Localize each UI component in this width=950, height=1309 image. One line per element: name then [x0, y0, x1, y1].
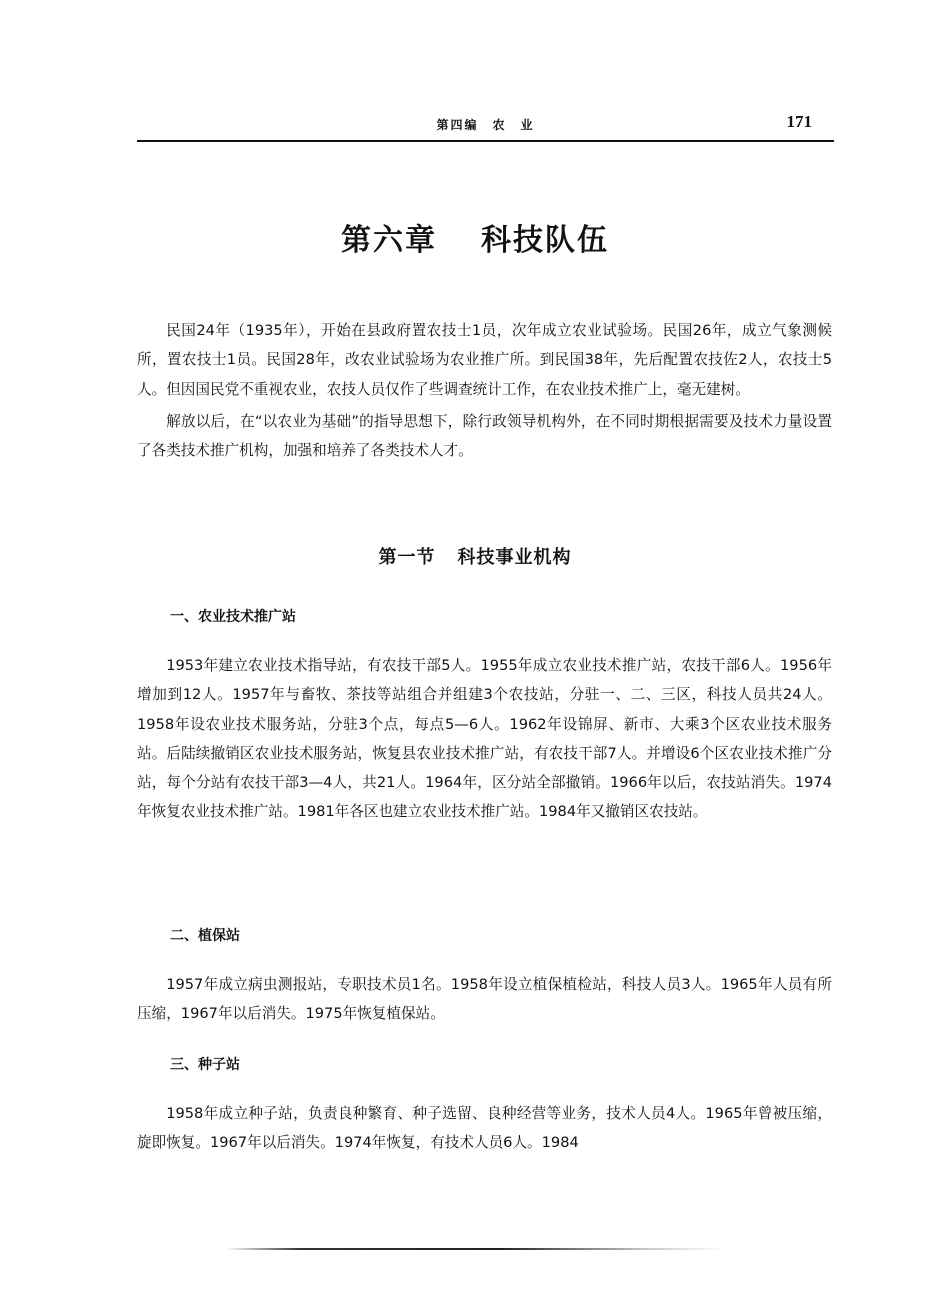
subsection-heading-plant-protection: 二、植保站: [170, 928, 240, 944]
header-title: 第四编 农 业: [436, 118, 535, 132]
subsection-body-plant-protection: [137, 970, 832, 1029]
chapter-title: [0, 215, 950, 259]
page-number: 171: [786, 112, 812, 131]
section-title: [0, 543, 950, 569]
body-paragraph: 1958年成立种子站，负责良种繁育、种子选留、良种经营等业务，技术人员4人。1965年曾被压缩，旋即恢复。1967年以后消失。1974年恢复，有技术人员6人。1984: [137, 1105, 832, 1152]
running-header: [137, 112, 834, 142]
subsection-heading-seed-station: 三、种子站: [170, 1057, 240, 1073]
intro-text: [137, 316, 832, 465]
section-number: 第一节: [378, 547, 436, 568]
body-paragraph: 1953年建立农业技术指导站，有农技干部5人。1955年成立农业技术推广站，农技干部6人。1956年增加到12人。1957年与畜牧、茶技等站组合并组建3个农技站，分驻一、二、三区，科技人员共24人。1958年设农业技术服务站，分驻3个点，每点5—6人。1962年设锦屏、新市、大乘3个区农业技术服务站。后陆续撤销区农业技术服务站，恢复县农业技术推广站，有农技干部7人。并增设6个区农业技术推广分站，每个分站有农技干部3—4人，共21人。1964年，区分站全部撤销。1966年以后，农技站消失。1974年恢复农业技术推广站。1981年各区也建立农业技术推广站。1984年又撤销区农技站。: [137, 657, 832, 821]
body-paragraph: 1957年成立病虫测报站，专职技术员1名。1958年设立植保植检站，科技人员3人。1965年人员有所压缩，1967年以后消失。1975年恢复植保站。: [137, 976, 832, 1023]
subsection-heading-extension-station: 一、农业技术推广站: [170, 609, 296, 625]
scan-bottom-rule: [225, 1248, 725, 1250]
subsection-body-seed-station: [137, 1099, 832, 1158]
intro-paragraph: 民国24年（1935年），开始在县政府置农技士1员，次年成立农业试验场。民国26年，成立气象测候所，置农技士1员。民国28年，改农业试验场为农业推广所。到民国38年，先后配置农技佐2人，农技士5人。但因国民党不重视农业，农技人员仅作了些调查统计工作，在农业技术推广上，毫无建树。: [137, 322, 832, 398]
intro-paragraph: 解放以后，在“以农业为基础”的指导思想下，除行政领导机构外，在不同时期根据需要及技术力量设置了各类技术推广机构，加强和培养了各类技术人才。: [137, 412, 832, 460]
chapter-name: 科技队伍: [481, 223, 609, 258]
section-name: 科技事业机构: [457, 547, 572, 568]
subsection-body-extension-station: [137, 651, 832, 827]
chapter-number: 第六章: [341, 223, 437, 258]
